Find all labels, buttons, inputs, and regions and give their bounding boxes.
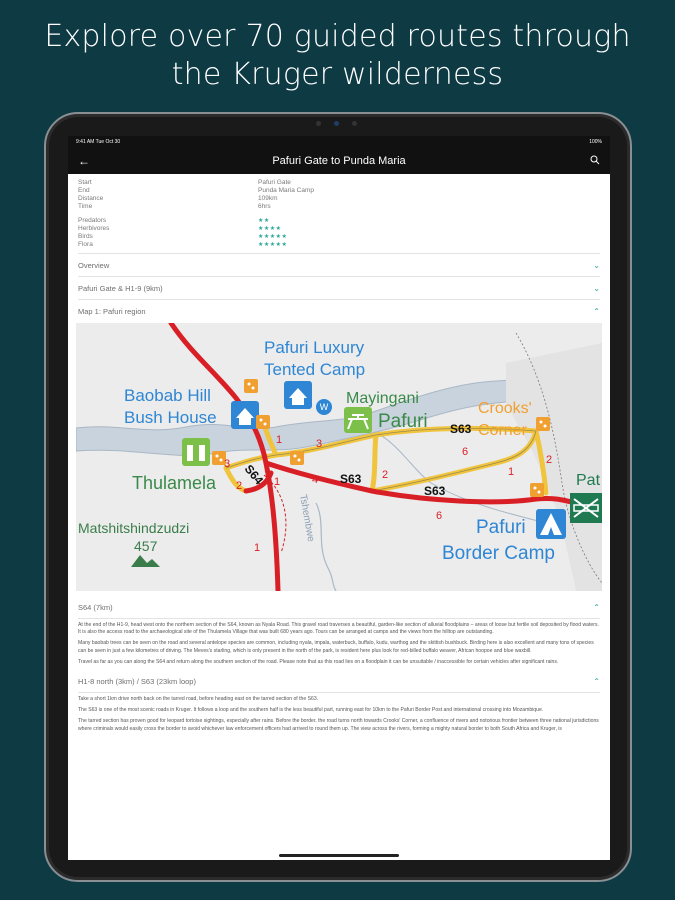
paragraph: Take a short 1km drive north back on the tarred road, before heading east on the tarred section of the S63. (78, 696, 319, 703)
route-info (78, 176, 600, 254)
map-label-tshembwe: Tshembwe (297, 493, 317, 543)
road-label-s64: S64 (241, 461, 267, 488)
map-label-pafuri: Pafuri (378, 411, 428, 432)
rating-stars: ★★★★★ (258, 234, 288, 240)
chevron-down-icon: ⌄ (593, 260, 600, 270)
paragraph: Travel as far as you can along the S64 and return along the southern section of the road. Please note that as this road lies on a floodplain it can be unsuitable / inaccessible for certain vehicles after significant rains. (78, 658, 559, 665)
headline-line-1: Explore over 70 guided routes through (44, 19, 631, 54)
screen (68, 136, 610, 860)
distance-label: 3 (316, 438, 323, 450)
distance-label: 6 (436, 510, 443, 522)
map-label-baobab: Bush House (124, 408, 217, 427)
map-label-thulamela: Thulamela (132, 473, 217, 493)
rating-row: Flora ★★★★★ (78, 241, 600, 249)
svg-text:W: W (319, 402, 329, 412)
section-pafuri-gate[interactable]: Pafuri Gate & H1-9 (9km) ⌄ (78, 277, 600, 300)
paragraph: The S63 is one of the most scenic roads in Kruger. It follows a loop and the southern half is the less beautiful part, running east for 10km to the Pafuri Border Post and international crossing into Mozambique. (78, 707, 544, 714)
border-post-icon (570, 493, 602, 523)
chevron-up-icon: ⌃ (593, 676, 600, 686)
map-label-border-camp: Border Camp (442, 543, 555, 564)
rating-row: Predators ★★ (78, 217, 600, 225)
back-arrow-icon[interactable]: ← (78, 154, 90, 168)
road-label-s63: S63 (424, 484, 446, 498)
section-s64[interactable]: S64 (7km) ⌃ (78, 596, 600, 619)
house-icon (284, 381, 312, 409)
picnic-icon (344, 407, 372, 433)
distance-label: 2 (236, 480, 243, 492)
distance-label: 3 (224, 458, 231, 470)
section-overview[interactable]: Overview ⌄ (78, 254, 600, 277)
map-label-pat: Pat (576, 472, 601, 489)
map-label-crooks: Crooks' (478, 400, 532, 417)
chevron-up-icon: ⌃ (593, 307, 600, 316)
distance-label: 1 (274, 476, 281, 488)
distance-label: 4 (312, 474, 319, 486)
house-icon (231, 401, 259, 429)
paragraph: At the end of the H1-9, head west onto the northern section of the S64, known as Nyala Road. This gravel road traverses a beautiful, garden-like section of alluvial floodplains – areas of loose but fertile soil deposited by flood waters. It is also the access road to the archaeological site of the Thulamela Village that was built 680 years ago. Tours can be arranged at camps and the views from the hilltop are outstanding. (78, 622, 599, 636)
camera-bar (308, 121, 368, 127)
distance-label: 2 (382, 469, 389, 481)
search-icon[interactable] (590, 155, 600, 165)
info-row: Start Pafuri Gate (78, 179, 291, 186)
info-row: Distance 109km (78, 195, 278, 202)
paragraph: The tarred section has proven good for leopard tortoise sightings, especially after rains. Before the border, the road turns north towards Crooks' Corner, a confluence of rivers and notorious frontier between three national jurisdictions where criminals would easily cross the border to avoid whichever law enforcement officers had arrived to round them up. The view across the rivers, forming a mighty natural border to both South Africa and Kruger, is (78, 718, 599, 732)
distance-label: 2 (546, 454, 553, 466)
section-h1-8[interactable]: H1-8 north (3km) / S63 (23km loop) ⌃ (78, 670, 600, 693)
rating-stars: ★★★★★ (258, 242, 288, 248)
map-label-mayingani: Mayingani (346, 390, 419, 407)
map-label-border-camp: Pafuri (476, 517, 526, 538)
distance-label: 1 (276, 434, 283, 446)
rating-stars: ★★ (258, 218, 270, 224)
map-label-luxury-camp: Pafuri Luxury (264, 338, 365, 357)
chevron-down-icon: ⌄ (593, 283, 600, 293)
camping-icon (536, 509, 566, 539)
distance-label: 1 (508, 466, 515, 478)
route-content (68, 174, 610, 733)
app-bar (68, 148, 610, 174)
status-time: 9:41 AM Tue Oct 30 (76, 139, 121, 145)
status-battery: 100% (589, 139, 602, 145)
toilet-icon (182, 438, 210, 466)
map-label-baobab: Baobab Hill (124, 386, 211, 405)
headline (0, 18, 675, 94)
info-row: Time 6hrs (78, 203, 271, 210)
rating-stars: ★★★★ (258, 226, 282, 232)
home-indicator[interactable] (279, 854, 399, 857)
road-label-s63: S63 (450, 422, 472, 436)
rating-row: Herbivores ★★★★ (78, 225, 600, 233)
info-row: End Punda Maria Camp (78, 187, 314, 194)
page-title: Pafuri Gate to Punda Maria (272, 155, 406, 167)
rating-row: Birds ★★★★★ (78, 233, 600, 241)
paragraph: Many baobab trees can be seen on the road and several antelope species are common, including nyala, impala, waterbuck, buffalo, kudu, warthog and the skittish bushbuck. Birding here is also excellent and many tons of species can be seen in just a few kilometres of driving. The Meves's starling, which is only present in the north of the park, is resident here plus look for red-billed buffalo weaver, African hoopoe and blue waxbill. (78, 640, 594, 654)
distance-label: 1 (254, 542, 261, 554)
map-label-crooks: Corner (478, 422, 527, 439)
route-map[interactable] (76, 323, 602, 591)
chevron-up-icon: ⌃ (593, 602, 600, 612)
map-label-luxury-camp: Tented Camp (264, 360, 366, 379)
status-bar (68, 136, 610, 148)
distance-label: 6 (462, 446, 469, 458)
map-label-matshitshi: Matshitshindzudzi (78, 520, 190, 536)
map-label-matshitshi: 457 (134, 538, 158, 554)
headline-line-2: the Kruger wilderness (171, 57, 504, 92)
section-map-1[interactable]: Map 1: Pafuri region ⌃ (78, 307, 600, 316)
road-label-s63: S63 (340, 472, 362, 486)
tablet-frame (44, 112, 632, 882)
